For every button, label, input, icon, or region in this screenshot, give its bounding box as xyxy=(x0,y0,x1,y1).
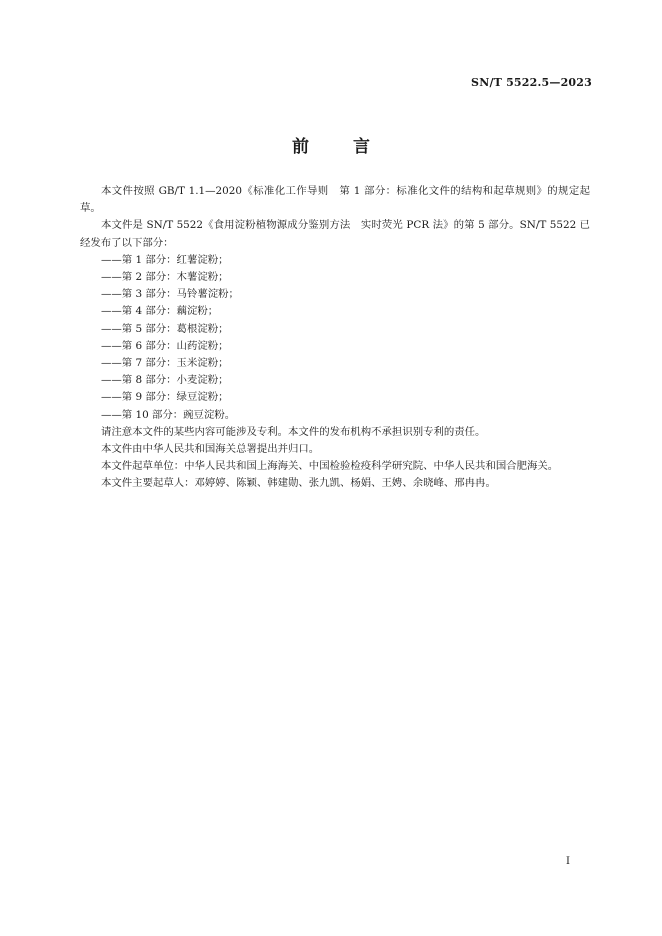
standard-number: SN/T 5522.5—2023 xyxy=(471,76,592,89)
list-item: ——第 10 部分：豌豆淀粉。 xyxy=(101,408,236,421)
paragraph-proposer: 本文件由中华人民共和国海关总署提出并归口。 xyxy=(101,443,320,456)
paragraph-drafting-basis: 本文件按照 GB/T 1.1—2020《标准化工作导则 第 1 部分：标准化文件的结构和起草规则》的规定起草。 xyxy=(80,185,590,215)
page-title-char-1: 前 xyxy=(292,137,309,157)
list-item: ——第 6 部分：山药淀粉； xyxy=(101,339,229,352)
page-number: I xyxy=(566,856,570,867)
page-title xyxy=(0,132,662,157)
paragraph-drafters: 本文件主要起草人：邓婷婷、陈颖、韩建勋、张九凯、杨娟、王娉、余晓峰、邢冉冉。 xyxy=(101,477,496,490)
list-item: ——第 5 部分：葛根淀粉； xyxy=(101,322,229,335)
paragraph-patent-notice: 请注意本文件的某些内容可能涉及专利。本文件的发布机构不承担识别专利的责任。 xyxy=(101,425,486,438)
page-title-char-2: 言 xyxy=(353,137,370,157)
list-item: ——第 9 部分：绿豆淀粉； xyxy=(101,391,229,404)
list-item: ——第 1 部分：红薯淀粉； xyxy=(101,253,229,266)
paragraph-document-scope: 本文件是 SN/T 5522《食用淀粉植物源成分鉴别方法 实时荧光 PCR 法》的第 5 部分。SN/T 5522 已经发布了以下部分： xyxy=(80,219,590,249)
list-item: ——第 4 部分：藕淀粉； xyxy=(101,305,219,318)
paragraph-drafting-units: 本文件起草单位：中华人民共和国上海海关、中国检验检疫科学研究院、中华人民共和国合肥海关。 xyxy=(101,460,559,473)
list-item: ——第 8 部分：小麦淀粉； xyxy=(101,374,229,387)
list-item: ——第 3 部分：马铃薯淀粉； xyxy=(101,288,239,301)
foreword-body xyxy=(80,183,590,493)
list-item: ——第 2 部分：木薯淀粉； xyxy=(101,271,229,284)
list-item: ——第 7 部分：玉米淀粉； xyxy=(101,357,229,370)
parts-list xyxy=(80,252,590,424)
